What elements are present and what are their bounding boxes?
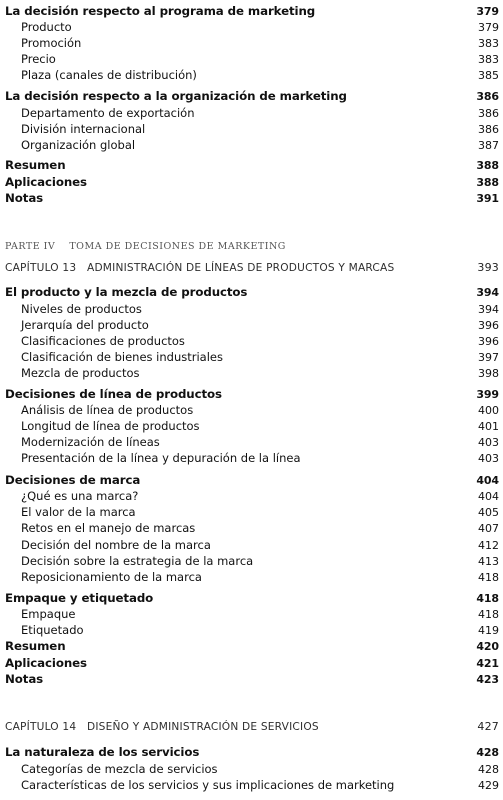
toc-subsection-entry	[21, 333, 499, 349]
entry-title: Longitud de línea de productos	[21, 419, 200, 433]
entry-page: 387	[478, 139, 499, 152]
entry-page: 396	[478, 335, 499, 348]
toc-subsection-entry	[21, 137, 499, 153]
entry-title: Decisiones de marca	[5, 473, 141, 487]
entry-title: Clasificación de bienes industriales	[21, 350, 223, 364]
entry-page: 407	[478, 522, 499, 535]
entry-title: Empaque	[21, 607, 76, 621]
toc-section-entry	[5, 744, 499, 760]
entry-page: 388	[476, 176, 499, 189]
entry-title: Producto	[21, 20, 72, 34]
entry-title: Presentación de la línea y depuración de la línea	[21, 451, 301, 465]
entry-page: 420	[476, 640, 499, 653]
entry-page: 385	[478, 69, 499, 82]
entry-page: 421	[476, 657, 499, 670]
toc-section-entry	[5, 638, 499, 654]
toc-section-entry	[5, 671, 499, 687]
entry-page: 386	[476, 90, 499, 103]
entry-title: La decisión respecto a la organización de marketing	[5, 89, 347, 103]
entry-title: Reposicionamiento de la marca	[21, 570, 202, 584]
entry-title: División internacional	[21, 122, 146, 136]
toc-subsection-entry	[21, 51, 499, 67]
entry-title: Resumen	[5, 639, 66, 653]
toc-subsection-entry	[21, 450, 499, 466]
entry-title: Jerarquía del producto	[21, 318, 149, 332]
entry-title: Mezcla de productos	[21, 366, 140, 380]
entry-page: 398	[478, 367, 499, 380]
entry-title: Organización global	[21, 138, 136, 152]
entry-title: Categorías de mezcla de servicios	[21, 762, 218, 776]
chapter-page: 393	[477, 261, 499, 274]
entry-page: 394	[476, 286, 499, 299]
entry-page: 428	[476, 746, 499, 759]
entry-page: 386	[478, 123, 499, 136]
entry-page: 413	[478, 555, 499, 568]
entry-title: La naturaleza de los servicios	[5, 745, 200, 759]
toc-subsection-entry	[21, 520, 499, 536]
entry-title: ¿Qué es una marca?	[21, 489, 139, 503]
entry-page: 379	[478, 21, 499, 34]
toc-section-entry	[5, 590, 499, 606]
toc-section-entry	[5, 655, 499, 671]
entry-title: Decisión del nombre de la marca	[21, 538, 211, 552]
entry-page: 418	[478, 608, 499, 621]
entry-page: 423	[476, 673, 499, 686]
entry-title: Departamento de exportación	[21, 106, 195, 120]
toc-subsection-entry	[21, 418, 499, 434]
entry-title: Aplicaciones	[5, 175, 87, 189]
toc-subsection-entry	[21, 121, 499, 137]
toc-section-entry	[5, 386, 499, 402]
entry-page: 397	[478, 351, 499, 364]
entry-page: 403	[478, 436, 499, 449]
toc-subsection-entry	[21, 504, 499, 520]
toc-section-entry	[5, 284, 499, 300]
toc-subsection-entry	[21, 606, 499, 622]
entry-title: Plaza (canales de distribución)	[21, 68, 197, 82]
toc-subsection-entry	[21, 553, 499, 569]
chapter-title: CAPÍTULO 13 ADMINISTRACIÓN DE LÍNEAS DE PRODUCTOS Y MARCAS	[5, 262, 395, 274]
entry-title: Niveles de productos	[21, 302, 142, 316]
entry-title: Modernización de líneas	[21, 435, 160, 449]
part-heading: PARTE IV TOMA DE DECISIONES DE MARKETING	[5, 241, 286, 252]
toc-subsection-entry	[21, 105, 499, 121]
chapter-page: 427	[477, 720, 499, 733]
chapter-heading	[5, 260, 499, 276]
entry-title: Empaque y etiquetado	[5, 591, 154, 605]
entry-page: 386	[478, 107, 499, 120]
entry-title: Decisiones de línea de productos	[5, 387, 222, 401]
toc-subsection-entry	[21, 777, 499, 793]
toc-subsection-entry	[21, 67, 499, 83]
entry-page: 383	[478, 53, 499, 66]
toc-section-entry	[5, 157, 499, 173]
entry-page: 399	[476, 388, 499, 401]
toc-section-entry	[5, 3, 499, 19]
entry-page: 388	[476, 159, 499, 172]
toc-subsection-entry	[21, 488, 499, 504]
toc-subsection-entry	[21, 35, 499, 51]
entry-page: 383	[478, 37, 499, 50]
toc-subsection-entry	[21, 434, 499, 450]
entry-page: 404	[476, 474, 499, 487]
entry-page: 428	[478, 763, 499, 776]
entry-title: Aplicaciones	[5, 656, 87, 670]
entry-page: 412	[478, 539, 499, 552]
entry-title: Análisis de línea de productos	[21, 403, 194, 417]
entry-title: Notas	[5, 672, 44, 686]
chapter-heading	[5, 719, 499, 735]
toc-subsection-entry	[21, 365, 499, 381]
toc-subsection-entry	[21, 19, 499, 35]
toc-section-entry	[5, 190, 499, 206]
entry-page: 401	[478, 420, 499, 433]
toc-section-entry	[5, 174, 499, 190]
toc-subsection-entry	[21, 761, 499, 777]
toc-subsection-entry	[21, 569, 499, 585]
entry-page: 429	[478, 779, 499, 792]
toc-subsection-entry	[21, 622, 499, 638]
entry-page: 391	[476, 192, 499, 205]
entry-page: 419	[478, 624, 499, 637]
entry-title: Resumen	[5, 158, 66, 172]
entry-page: 400	[478, 404, 499, 417]
entry-page: 404	[478, 490, 499, 503]
entry-title: Etiquetado	[21, 623, 84, 637]
toc-subsection-entry	[21, 402, 499, 418]
entry-title: Notas	[5, 191, 44, 205]
entry-title: Retos en el manejo de marcas	[21, 521, 196, 535]
entry-page: 379	[476, 5, 499, 18]
entry-page: 403	[478, 452, 499, 465]
entry-title: Clasificaciones de productos	[21, 334, 185, 348]
toc-section-entry	[5, 472, 499, 488]
toc-subsection-entry	[21, 301, 499, 317]
entry-title: Promoción	[21, 36, 82, 50]
entry-page: 405	[478, 506, 499, 519]
entry-page: 418	[478, 571, 499, 584]
entry-title: Decisión sobre la estrategia de la marca	[21, 554, 254, 568]
entry-page: 418	[476, 592, 499, 605]
entry-title: Precio	[21, 52, 56, 66]
toc-subsection-entry	[21, 349, 499, 365]
entry-title: El valor de la marca	[21, 505, 136, 519]
entry-title: La decisión respecto al programa de marketing	[5, 4, 316, 18]
entry-title: Características de los servicios y sus implicaciones de marketing	[21, 778, 395, 792]
entry-page: 394	[478, 303, 499, 316]
entry-title: El producto y la mezcla de productos	[5, 285, 248, 299]
toc-section-entry	[5, 88, 499, 104]
entry-page: 396	[478, 319, 499, 332]
toc-subsection-entry	[21, 537, 499, 553]
toc-subsection-entry	[21, 317, 499, 333]
chapter-title: CAPÍTULO 14 DISEÑO Y ADMINISTRACIÓN DE SERVICIOS	[5, 721, 319, 733]
